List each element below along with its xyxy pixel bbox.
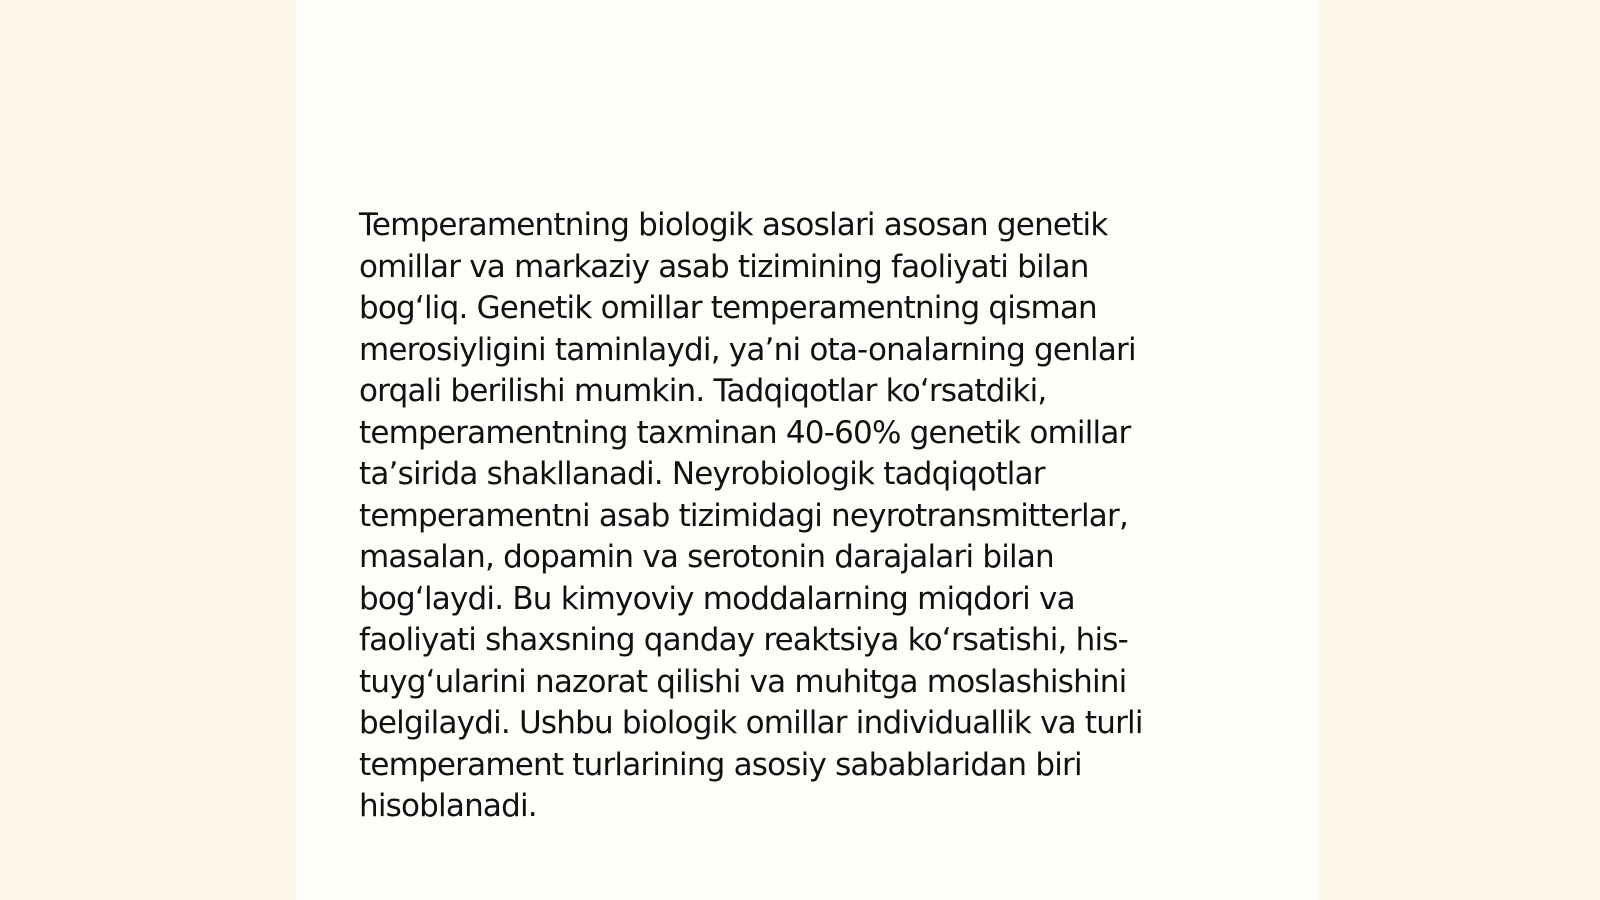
paragraph-line: Temperamentning biologik asoslari asosan genetik [359, 207, 1108, 243]
paragraph-line: bog‘liq. Genetik omillar temperamentning qisman [359, 290, 1097, 326]
paragraph-line: belgilaydi. Ushbu biologik omillar individuallik va turli [359, 705, 1143, 741]
paragraph-line: omillar va markaziy asab tizimining faoliyati bilan [359, 248, 1089, 285]
paragraph-line: faoliyati shaxsning qanday reaktsiya ko‘rsatishi, his- [359, 622, 1129, 658]
paragraph-line: temperament turlarining asosiy sabablaridan biri [359, 746, 1082, 783]
paragraph-line: ta’sirida shakllanadi. Neyrobiologik tadqiqotlar [359, 456, 1045, 492]
paragraph-line: orqali berilishi mumkin. Tadqiqotlar ko‘rsatdiki, [359, 373, 1047, 409]
body-paragraph [359, 205, 1239, 828]
paragraph-line: hisoblanadi. [359, 788, 537, 824]
paragraph-line: merosiyligini taminlaydi, ya’ni ota-onalarning genlari [359, 331, 1136, 368]
paragraph-line: masalan, dopamin va serotonin darajalari bilan [359, 539, 1054, 575]
slide-page [296, 0, 1319, 900]
paragraph-line: tuyg‘ularini nazorat qilishi va muhitga moslashishini [359, 663, 1127, 700]
paragraph-line: bog‘laydi. Bu kimyoviy moddalarning miqdori va [359, 580, 1075, 617]
paragraph-line: temperamentning taxminan 40-60% genetik omillar [359, 414, 1131, 451]
paragraph-line: temperamentni asab tizimidagi neyrotransmitterlar, [359, 497, 1128, 534]
